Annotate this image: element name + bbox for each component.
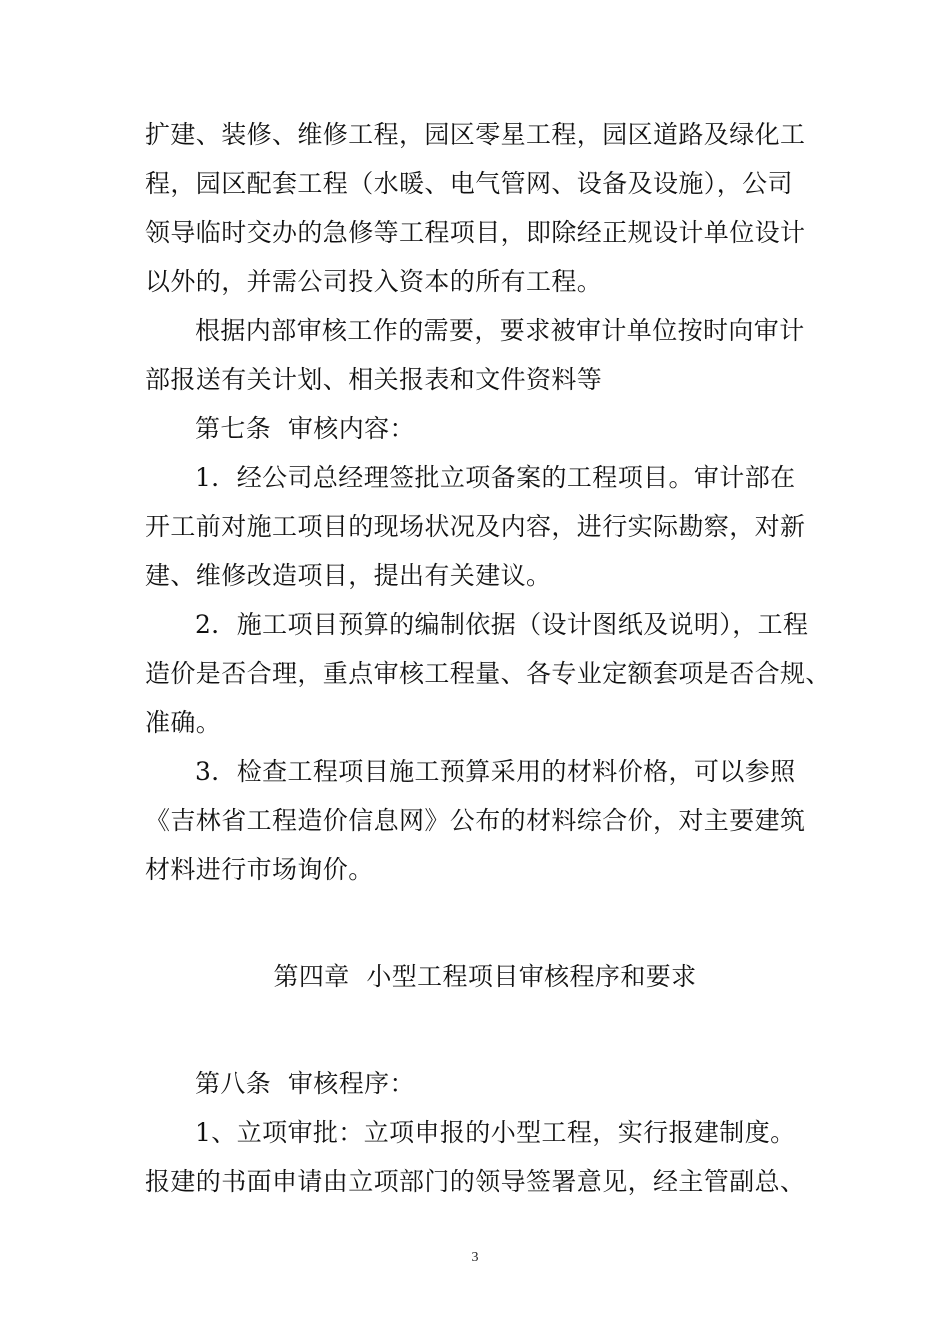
text-line: 根据内部审核工作的需要，要求被审计单位按时向审计 [195, 316, 805, 345]
document-body [145, 110, 831, 1206]
text-line: 领导临时交办的急修等工程项目，即除经正规设计单位设计 [145, 218, 806, 247]
text-line: 建、维修改造项目，提出有关建议。 [145, 561, 552, 590]
text-line: 2．施工项目预算的编制依据（设计图纸及说明），工程 [195, 610, 809, 639]
text-line: 部报送有关计划、相关报表和文件资料等 [145, 365, 603, 394]
text-line: 开工前对施工项目的现场状况及内容，进行实际勘察，对新 [145, 512, 806, 541]
text-line: 材料进行市场询价。 [145, 855, 374, 884]
page-number: 3 [471, 1250, 479, 1265]
text-line: 1、立项审批：立项申报的小型工程，实行报建制度。 [195, 1118, 796, 1147]
text-line: 以外的，并需公司投入资本的所有工程。 [145, 267, 603, 296]
text-line: 准确。 [145, 708, 222, 737]
article-heading: 第七条 审核内容： [195, 414, 415, 443]
text-line: 1．经公司总经理签批立项备案的工程项目。审计部在 [195, 463, 796, 492]
chapter-heading: 第四章 小型工程项目审核程序和要求 [273, 962, 697, 991]
article-heading: 第八条 审核程序： [195, 1069, 415, 1098]
text-line: 3．检查工程项目施工预算采用的材料价格，可以参照 [195, 757, 796, 786]
text-line: 程，园区配套工程（水暖、电气管网、设备及设施），公司 [145, 169, 793, 198]
text-line: 造价是否合理，重点审核工程量、各专业定额套项是否合规、 [145, 659, 831, 688]
text-line: 扩建、装修、维修工程，园区零星工程，园区道路及绿化工 [145, 120, 806, 149]
text-line: 报建的书面申请由立项部门的领导签署意见，经主管副总、 [145, 1167, 806, 1196]
text-line: 《吉林省工程造价信息网》公布的材料综合价，对主要建筑 [145, 806, 806, 835]
